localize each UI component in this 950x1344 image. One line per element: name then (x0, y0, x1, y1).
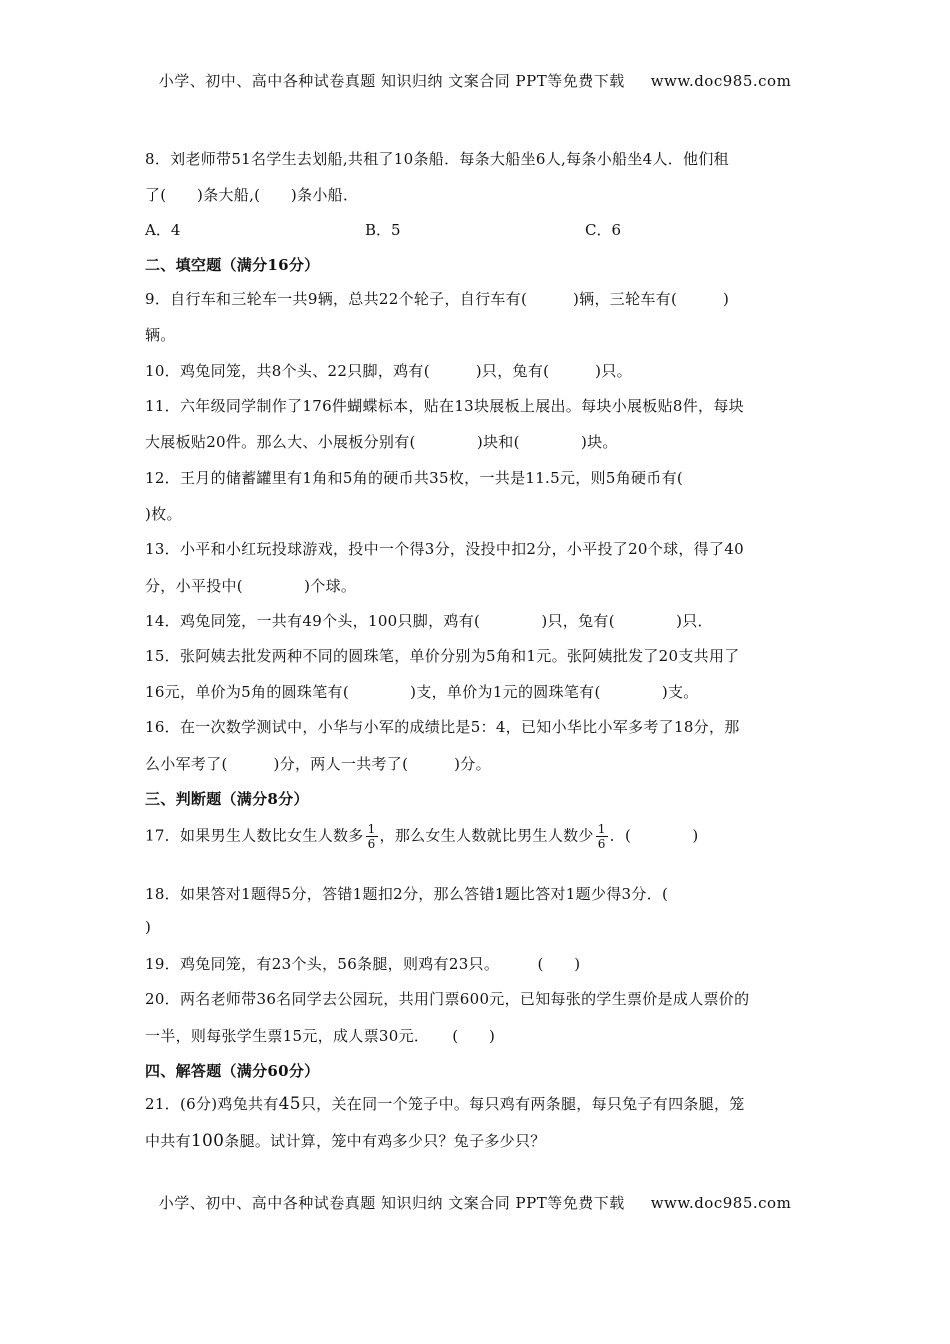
fraction-denominator: 6 (597, 837, 606, 851)
q9-line1: 9．自行车和三轮车一共9辆，总共22个轮子，自行车有( )辆，三轮车有( ) (145, 290, 730, 308)
section-3-title: 三、判断题（满分8分） (145, 790, 309, 808)
q20-line2: 一半，则每张学生票15元，成人票30元． ( ) (145, 1027, 496, 1045)
q21-line1 (145, 1093, 745, 1114)
section-4-title: 四、解答题（满分60分） (145, 1062, 320, 1080)
q21-text-d: 条腿。试计算，笼中有鸡多少只？兔子多少只？ (224, 1132, 546, 1150)
q17-text-a: 17．如果男生人数比女生人数多 (145, 826, 364, 845)
q8-option-a: A．4 (145, 221, 181, 239)
fraction-numerator: 1 (597, 822, 606, 836)
q17-fraction-1 (366, 822, 378, 851)
q19: 19．鸡兔同笼，有23个头，56条腿，则鸡有23只。 ( ) (145, 955, 581, 973)
q14: 14．鸡兔同笼，一共有49个头，100只脚，鸡有( )只，兔有( )只． (145, 612, 713, 630)
q16-line2: 么小军考了( )分，两人一共考了( )分。 (145, 755, 491, 773)
q10: 10．鸡兔同笼，共8个头、22只脚，鸡有( )只，兔有( )只。 (145, 362, 632, 380)
q15-line1: 15．张阿姨去批发两种不同的圆珠笔，单价分别为5角和1元。张阿姨批发了20支共用了 (145, 647, 740, 665)
q11-line1: 11．六年级同学制作了176件蝴蝶标本，贴在13块展板上展出。每块小展板贴8件，每块 (145, 397, 744, 415)
q8-line2: 了( )条大船,( )条小船． (145, 186, 359, 204)
q17-text-c: ．( ) (609, 826, 699, 845)
q8-line1: 8．刘老师带51名学生去划船,共租了10条船．每条大船坐6人,每条小船坐4人．他们租 (145, 150, 729, 168)
q18-line2: ) (145, 918, 152, 936)
q13-line1: 13．小平和小红玩投球游戏，投中一个得3分，没投中扣2分，小平投了20个球，得了40 (145, 540, 744, 558)
q11-line2: 大展板贴20件。那么大、小展板分别有( )块和( )块。 (145, 433, 618, 451)
q12-line1: 12．王月的储蓄罐里有1角和5角的硬币共35枚，一共是11.5元，则5角硬币有( (145, 469, 684, 487)
q9-line2: 辆。 (145, 326, 176, 344)
q18-line1: 18．如果答对1题得5分，答错1题扣2分，那么答错1题比答对1题少得3分．( (145, 885, 669, 903)
header-site[interactable]: www.doc985.com (650, 72, 792, 90)
q8-option-b: B．5 (365, 221, 401, 239)
q21-text-a: 21．(6分)鸡兔共有 (145, 1095, 279, 1113)
q17-fraction-2 (596, 822, 608, 851)
fraction-numerator: 1 (367, 822, 376, 836)
q21-text-b: 只，关在同一个笼子中。每只鸡有两条腿，每只兔子有四条腿，笼 (300, 1095, 745, 1113)
q16-line1: 16．在一次数学测试中，小华与小军的成绩比是5：4，已知小华比小军多考了18分，那 (145, 718, 740, 736)
footer-text: 小学、初中、高中各种试卷真题 知识归纳 文案合同 PPT等免费下载 (158, 1194, 625, 1212)
page-footer (0, 1192, 950, 1213)
q21-line2 (145, 1130, 546, 1151)
q20-line1: 20．两名老师带36名同学去公园玩，共用门票600元，已知每张的学生票价是成人票价的 (145, 990, 750, 1008)
footer-site[interactable]: www.doc985.com (650, 1194, 792, 1212)
q15-line2: 16元，单价为5角的圆珠笔有( )支，单价为1元的圆珠笔有( )支。 (145, 683, 699, 701)
page-header (0, 70, 950, 91)
q21-number-legs: 100 (190, 1131, 225, 1151)
q21-number-heads: 45 (278, 1094, 301, 1114)
q21-text-c: 中共有 (145, 1132, 191, 1150)
header-text: 小学、初中、高中各种试卷真题 知识归纳 文案合同 PPT等免费下载 (158, 72, 625, 90)
fraction-denominator: 6 (367, 837, 376, 851)
q17-text-b: ，那么女生人数就比男生人数少 (379, 826, 594, 845)
section-2-title: 二、填空题（满分16分） (145, 256, 320, 274)
q13-line2: 分，小平投中( )个球。 (145, 577, 357, 595)
q8-option-c: C．6 (585, 221, 622, 239)
q17 (145, 822, 698, 851)
q12-line2: )枚。 (145, 505, 182, 523)
